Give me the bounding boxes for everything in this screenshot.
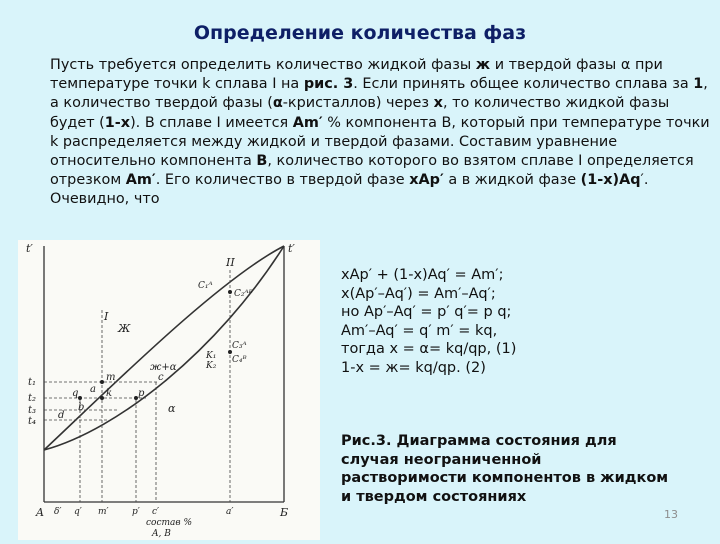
para-text: , то количество жидкой фазы будет ( xyxy=(50,95,670,131)
slide-title: Определение количества фаз xyxy=(193,22,527,44)
para-text: ′. Очевидно, что xyxy=(50,172,649,208)
figure-caption: Рис.3. Диаграмма состояния для случая неограниченной растворимости компонентов в жидком и твердом состояниях xyxy=(341,433,669,505)
equation-line: Am′–Aq′ = q′ m′ = kq, xyxy=(341,322,498,339)
label-liquid: Ж xyxy=(118,322,131,335)
para-text: -кристаллов) через xyxy=(282,95,434,112)
axis-tick-label: c′ xyxy=(152,507,160,517)
label-c3: C₃ᴬ xyxy=(232,341,247,351)
body-paragraph xyxy=(50,56,710,210)
label-alloy-i: I xyxy=(104,310,109,323)
para-bold-fig-ref: рис. 3 xyxy=(303,76,354,93)
axis-ticks xyxy=(54,507,233,517)
para-bold-am: Am′ xyxy=(292,114,323,131)
label-point-p: p xyxy=(138,388,145,399)
para-text: . Если принять общее количество сплава за xyxy=(353,76,694,93)
label-point-a: a xyxy=(90,384,96,395)
label-t-prime-left: t′ xyxy=(26,242,33,255)
label-t2: t₂ xyxy=(28,393,37,404)
label-t1: t₁ xyxy=(28,377,37,388)
axis-tick-label: p′ xyxy=(132,507,140,517)
label-point-b: b xyxy=(78,402,85,413)
label-composition-ab: A, B xyxy=(152,529,171,539)
label-alpha: α xyxy=(168,402,176,415)
label-base-b: Б xyxy=(280,506,289,519)
label-point-d: d xyxy=(58,410,65,421)
point-c1 xyxy=(228,290,232,294)
axis-tick-label: q′ xyxy=(74,507,82,517)
para-text: при температуре точки k сплава I на xyxy=(50,57,663,93)
para-bold-1-x: 1-x xyxy=(104,114,131,131)
para-text: Пусть требуется определить количество жидкой фазы xyxy=(50,57,476,73)
label-composition: состав % xyxy=(146,518,193,528)
para-bold-zh: ж xyxy=(475,57,491,73)
para-text: и твердой фазы xyxy=(490,57,621,73)
equation-line: xAp′ + (1-x)Aq′ = Am′; xyxy=(341,267,504,283)
label-point-c: c xyxy=(158,372,164,383)
label-base-a: A xyxy=(36,506,44,519)
liquidus-curve xyxy=(44,246,284,450)
label-k2: K₂ xyxy=(206,361,217,371)
para-bold-xap: xAp′ xyxy=(409,172,444,189)
axis-tick-label: δ′ xyxy=(54,507,62,517)
para-text: , количество которого во взятом сплаве I определяется отрезком xyxy=(50,153,694,189)
para-bold-b: В xyxy=(256,153,268,170)
axis-tick-label: m′ xyxy=(98,507,109,517)
label-c2: C₂ᴬᴮ xyxy=(234,289,253,299)
para-text: а в жидкой фазе xyxy=(443,172,581,189)
para-bold-x: x xyxy=(433,95,443,112)
para-alpha: α xyxy=(620,57,631,73)
label-t4: t₄ xyxy=(28,416,37,427)
para-bold-am: Am′ xyxy=(125,172,156,189)
para-bold-alpha: α xyxy=(272,95,283,112)
equation-line: но Ap′–Aq′ = p′ q′= p q; xyxy=(341,304,512,321)
para-text: ). В сплаве I имеется xyxy=(130,114,293,131)
para-bold-one: 1 xyxy=(693,76,704,93)
label-k1: K₁ xyxy=(206,351,217,361)
label-t-prime-right: t′ xyxy=(288,242,295,255)
label-point-m: m xyxy=(106,372,116,383)
para-text: . Его количество в твердой фазе xyxy=(155,172,410,189)
equations-block xyxy=(341,266,516,378)
label-c1: C₁ᴬ xyxy=(198,281,213,291)
label-c4: C₄ᴮ xyxy=(232,355,247,365)
label-alloy-ii: II xyxy=(226,256,235,269)
axis-tick-label: a′ xyxy=(226,507,234,517)
para-bold-1-x-aq: (1-x)Aq xyxy=(580,172,641,189)
equation-line: 1-x = ж= kq/qp. (2) xyxy=(341,359,486,376)
point-q xyxy=(78,396,82,400)
point-m xyxy=(100,380,104,384)
label-liquid-alpha: ж+α xyxy=(150,362,177,373)
para-text: , а количество твердой фазы ( xyxy=(50,76,708,112)
label-point-k: k xyxy=(106,388,113,399)
label-t3: t₃ xyxy=(28,405,37,416)
phase-diagram xyxy=(18,240,320,540)
para-text: % компонента В, который при температуре точки k распределяется между жидкой и твердой фазами. Составим уравнение относительно компонента xyxy=(50,114,710,170)
solidus-curve xyxy=(44,246,284,450)
equation-line: тогда x = α= kq/qp, (1) xyxy=(341,341,517,358)
point-k xyxy=(100,396,104,400)
phase-diagram-figure xyxy=(18,240,320,540)
label-point-q: q xyxy=(72,388,79,399)
page-number: 13 xyxy=(664,508,678,521)
equation-line: x(Ap′–Aq′) = Am′–Aq′; xyxy=(341,285,496,302)
